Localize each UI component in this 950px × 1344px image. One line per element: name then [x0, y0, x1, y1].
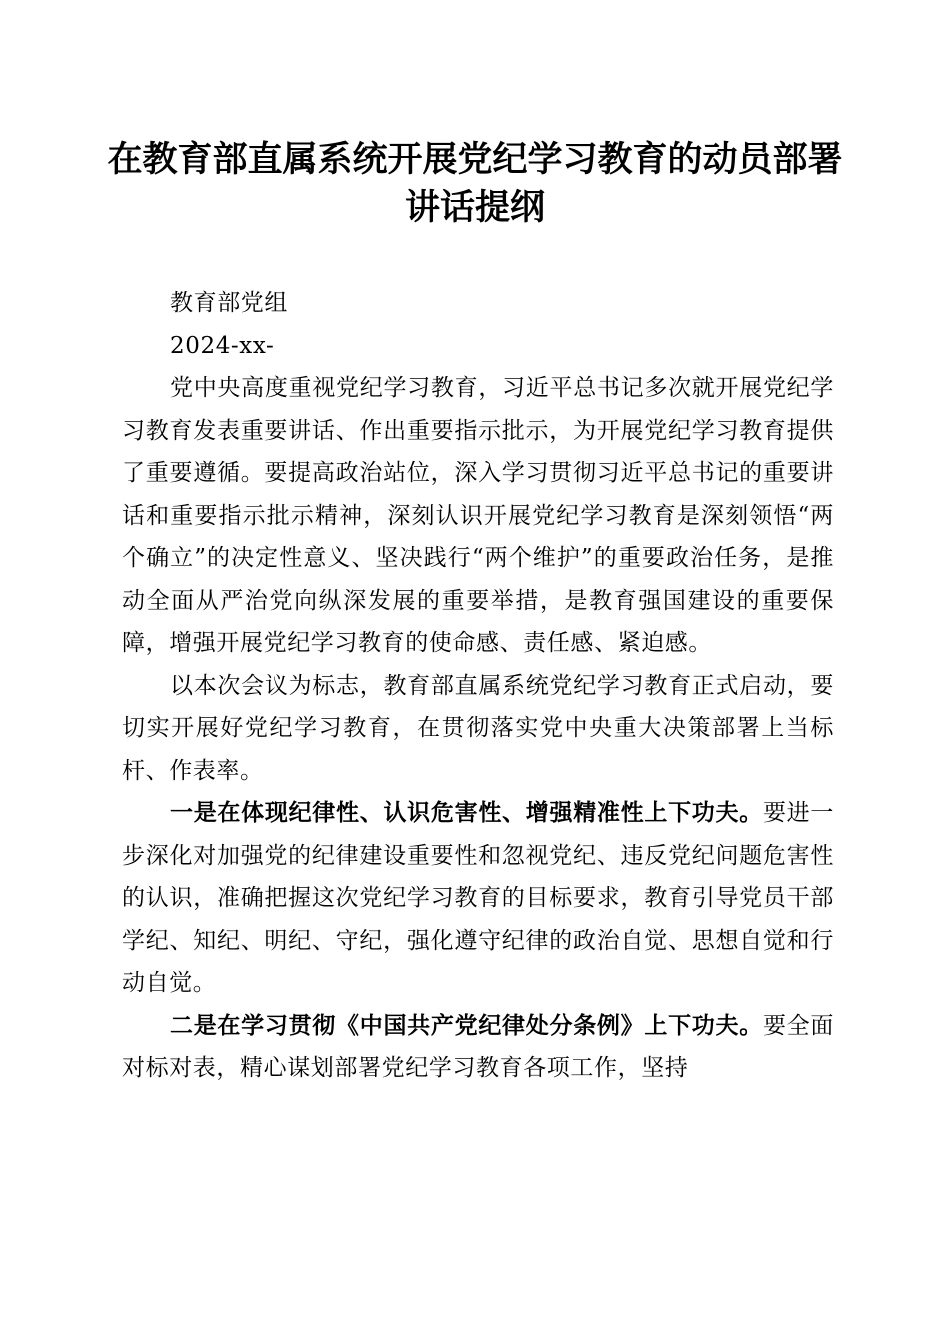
paragraph-3-text: 要进一步深化对加强党的纪律建设重要性和忽视党纪、违反党纪问题危害性的认识，准确把握这次党纪学习教育的目标要求，教育引导党员干部学纪、知纪、明纪、守纪，强化遵守纪律的政治自觉、思想自觉和行动自觉。 [122, 800, 834, 996]
paragraph-3-lead: 一是在体现纪律性、认识危害性、增强精准性上下功夫。 [170, 799, 763, 826]
paragraph-2-text: 以本次会议为标志，教育部直属系统党纪学习教育正式启动，要切实开展好党纪学习教育，在贯彻落实党中央重大决策部署上当标杆、作表率。 [122, 672, 834, 784]
document-body [122, 282, 834, 1090]
paragraph-1-text: 党中央高度重视党纪学习教育，习近平总书记多次就开展党纪学习教育发表重要讲话、作出重要指示批示，为开展党纪学习教育提供了重要遵循。要提高政治站位，深入学习贯彻习近平总书记的重要讲话和重要指示批示精神，深刻认识开展党纪学习教育是深刻领悟“两个确立”的决定性意义、坚决践行“两个维护”的重要政治任务，是推动全面从严治党向纵深发展的重要举措，是教育强国建设的重要保障，增强开展党纪学习教育的使命感、责任感、紧迫感。 [122, 375, 834, 656]
date-line: 2024-xx- [170, 332, 275, 359]
paragraph-3 [122, 792, 834, 1005]
document-title: 在教育部直属系统开展党纪学习教育的动员部署讲话提纲 [107, 139, 843, 228]
paragraph-4-text: 要全面对标对表，精心谋划部署党纪学习教育各项工作，坚持 [122, 1012, 834, 1081]
paragraph-4-lead: 二是在学习贯彻《中国共产党纪律处分条例》上下功夫。 [170, 1011, 763, 1039]
paragraph-1 [122, 367, 834, 665]
author-line: 教育部党组 [170, 290, 288, 316]
paragraph-4 [122, 1005, 834, 1090]
paragraph-2 [122, 665, 834, 793]
